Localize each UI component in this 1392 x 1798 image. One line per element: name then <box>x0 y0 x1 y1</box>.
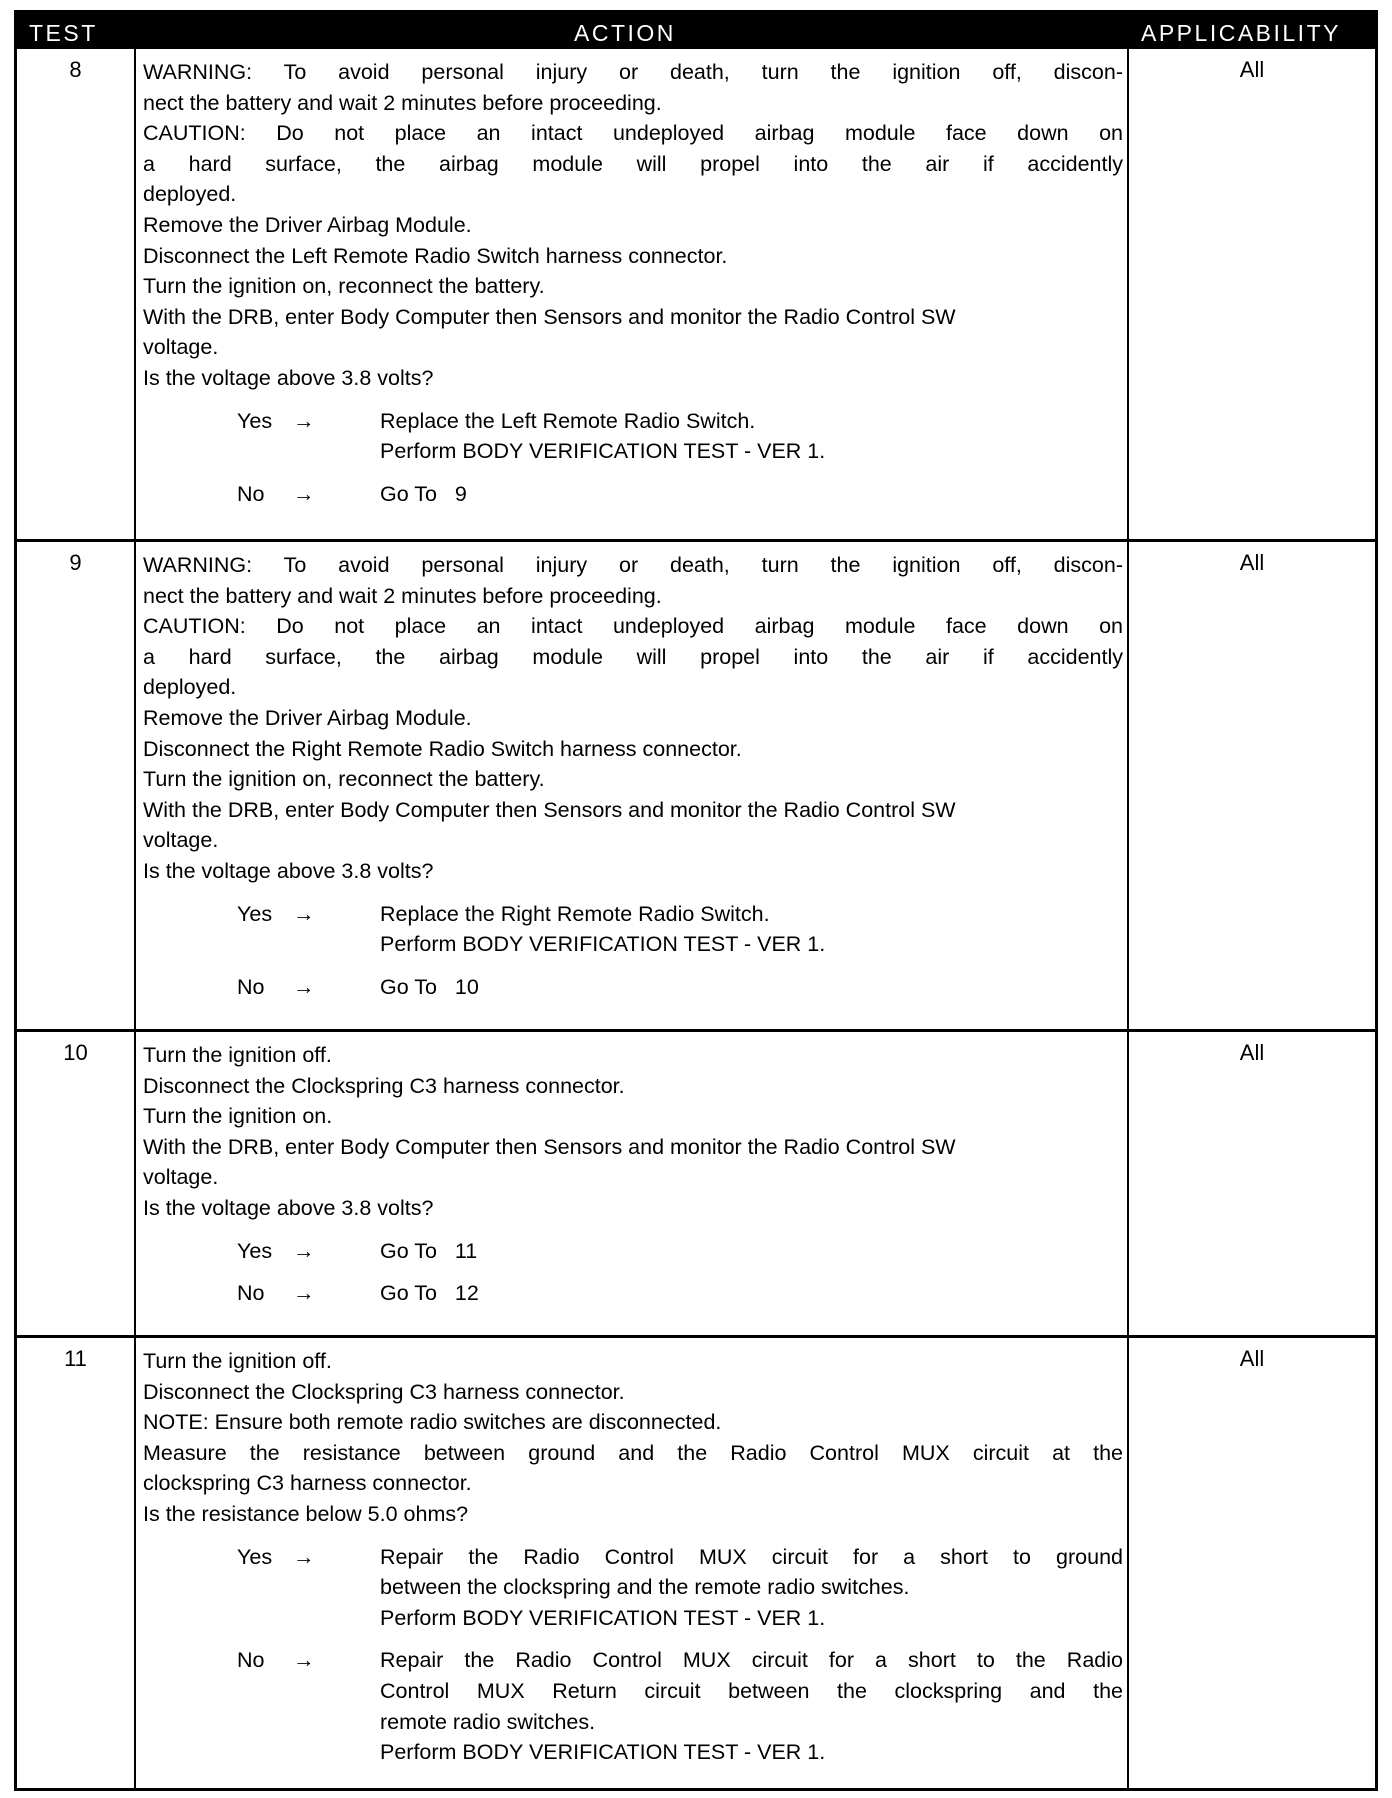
response-line: Go To 12 <box>380 1281 479 1306</box>
response-line: Control MUX Return circuit between the clockspring and the <box>380 1678 1123 1703</box>
response-text <box>380 479 1123 510</box>
applicability-value: All <box>1239 57 1265 82</box>
response-yes <box>143 406 1123 467</box>
response-line: remote radio switches. <box>380 1709 596 1734</box>
applicability-value: All <box>1239 550 1265 575</box>
response-text <box>380 1542 1123 1634</box>
table-header <box>17 13 1375 49</box>
action-line: a hard surface, the airbag module will propel into the air if accidently <box>143 151 1123 176</box>
response-no <box>143 1278 1123 1309</box>
response-line: Repair the Radio Control MUX circuit for a short to the Radio <box>380 1648 1123 1673</box>
applicability-value: All <box>1239 1040 1265 1065</box>
action-line: With the DRB, enter Body Computer then Sensors and monitor the Radio Control SW <box>143 1134 956 1159</box>
action-cell <box>143 1346 1123 1768</box>
response-label: No <box>237 1648 265 1673</box>
response-label: No <box>237 974 265 999</box>
applicability-value: All <box>1239 1346 1265 1371</box>
table-row <box>17 539 1375 1029</box>
action-cell <box>143 550 1123 1002</box>
action-line: Remove the Driver Airbag Module. <box>143 705 472 730</box>
action-line: Disconnect the Right Remote Radio Switch harness connector. <box>143 736 742 761</box>
response-yes <box>143 1236 1123 1267</box>
action-line: Measure the resistance between ground and the Radio Control MUX circuit at the <box>143 1440 1123 1465</box>
response-yes <box>143 899 1123 960</box>
response-label: Yes <box>237 901 273 926</box>
action-line: voltage. <box>143 335 219 360</box>
action-line: WARNING: To avoid personal injury or death, turn the ignition off, discon- <box>143 60 1123 84</box>
response-label: Yes <box>237 1238 273 1263</box>
response-text <box>380 1278 1123 1309</box>
response-line: Replace the Right Remote Radio Switch. <box>380 901 770 926</box>
response-line: between the clockspring and the remote radio switches. <box>380 1575 910 1600</box>
response-label: Yes <box>237 408 273 433</box>
response-text <box>380 1236 1123 1267</box>
response-text <box>380 972 1123 1003</box>
action-line: a hard surface, the airbag module will propel into the air if accidently <box>143 644 1123 669</box>
response-line: Perform BODY VERIFICATION TEST - VER 1. <box>380 1605 826 1630</box>
table-row <box>17 1029 1375 1335</box>
response-line: Repair the Radio Control MUX circuit for a short to ground <box>380 1544 1123 1569</box>
table-row <box>17 49 1375 539</box>
arrow-icon: → <box>293 1544 315 1569</box>
diagnostic-table <box>14 10 1378 1791</box>
arrow-icon: → <box>293 1238 315 1263</box>
action-line: With the DRB, enter Body Computer then Sensors and monitor the Radio Control SW <box>143 797 956 822</box>
arrow-icon: → <box>293 481 315 506</box>
arrow-icon: → <box>293 974 315 999</box>
action-line: Disconnect the Left Remote Radio Switch harness connector. <box>143 243 728 268</box>
action-line: deployed. <box>143 675 237 700</box>
test-number: 10 <box>63 1040 88 1065</box>
action-line: Is the voltage above 3.8 volts? <box>143 365 434 390</box>
test-number: 11 <box>64 1346 87 1371</box>
action-line: Disconnect the Clockspring C3 harness connector. <box>143 1073 625 1098</box>
test-number: 9 <box>69 550 82 575</box>
action-line: Turn the ignition on, reconnect the battery. <box>143 274 545 299</box>
action-line: Disconnect the Clockspring C3 harness connector. <box>143 1379 625 1404</box>
response-line: Perform BODY VERIFICATION TEST - VER 1. <box>380 932 826 957</box>
arrow-icon: → <box>293 901 315 926</box>
header-action: ACTION <box>574 20 676 46</box>
response-line: Go To 11 <box>380 1238 478 1263</box>
action-line: voltage. <box>143 828 219 853</box>
header-test: TEST <box>29 20 98 46</box>
response-label: No <box>237 481 265 506</box>
action-line: Is the voltage above 3.8 volts? <box>143 858 434 883</box>
action-line: With the DRB, enter Body Computer then Sensors and monitor the Radio Control SW <box>143 304 956 329</box>
action-line: Turn the ignition on. <box>143 1104 333 1129</box>
response-label: No <box>237 1281 265 1306</box>
action-cell <box>143 1040 1123 1309</box>
arrow-icon: → <box>293 408 315 433</box>
response-no <box>143 1645 1123 1767</box>
action-line: Remove the Driver Airbag Module. <box>143 212 472 237</box>
action-line: voltage. <box>143 1165 219 1190</box>
response-line: Replace the Left Remote Radio Switch. <box>380 408 756 433</box>
response-label: Yes <box>237 1544 273 1569</box>
action-line: CAUTION: Do not place an intact undeployed airbag module face down on <box>143 121 1123 146</box>
arrow-icon: → <box>293 1648 315 1673</box>
action-line: WARNING: To avoid personal injury or death, turn the ignition off, discon- <box>143 553 1123 577</box>
response-text <box>380 899 1123 960</box>
response-line: Perform BODY VERIFICATION TEST - VER 1. <box>380 1740 826 1765</box>
action-cell <box>143 57 1123 509</box>
action-line: deployed. <box>143 182 237 207</box>
action-line: CAUTION: Do not place an intact undeployed airbag module face down on <box>143 614 1123 639</box>
response-yes <box>143 1542 1123 1634</box>
response-text <box>380 406 1123 467</box>
action-line: clockspring C3 harness connector. <box>143 1471 472 1496</box>
action-line: nect the battery and wait 2 minutes before proceeding. <box>143 90 662 115</box>
action-line: Turn the ignition off. <box>143 1043 332 1067</box>
header-applicability: APPLICABILITY <box>1141 20 1341 46</box>
test-number: 8 <box>69 57 82 82</box>
action-line: Is the resistance below 5.0 ohms? <box>143 1501 469 1526</box>
table-row <box>17 1335 1375 1788</box>
response-no <box>143 972 1123 1003</box>
response-line: Go To 10 <box>380 974 479 999</box>
response-no <box>143 479 1123 510</box>
action-line: NOTE: Ensure both remote radio switches are disconnected. <box>143 1410 722 1435</box>
response-line: Perform BODY VERIFICATION TEST - VER 1. <box>380 439 826 464</box>
action-line: Is the voltage above 3.8 volts? <box>143 1195 434 1220</box>
response-line: Go To 9 <box>380 481 467 506</box>
action-line: nect the battery and wait 2 minutes before proceeding. <box>143 583 662 608</box>
response-text <box>380 1645 1123 1767</box>
arrow-icon: → <box>293 1281 315 1306</box>
action-line: Turn the ignition on, reconnect the battery. <box>143 767 545 792</box>
action-line: Turn the ignition off. <box>143 1349 332 1373</box>
